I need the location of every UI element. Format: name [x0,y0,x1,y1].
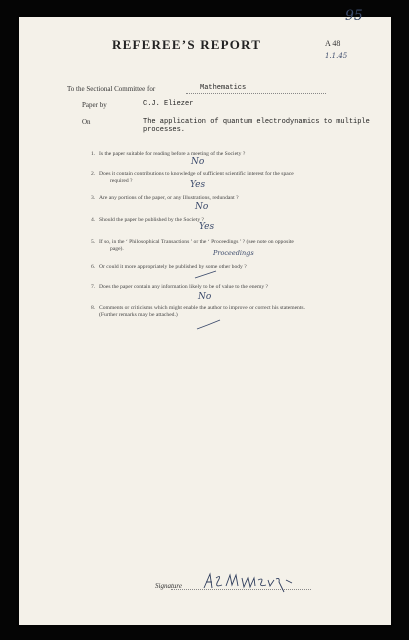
handwritten-date: 1.1.45 [325,52,348,60]
answer-2: Yes [190,180,206,190]
question-2-number: 2. [91,171,96,177]
question-3-text: Are any portions of the paper, or any Illustrations, redundant ? [99,195,239,201]
question-4-text: Should the paper be published by the Society ? [99,217,205,223]
answer-3: No [195,202,209,212]
question-1-number: 1. [91,151,96,157]
question-1-text: Is the paper suitable for reading before a meeting of the Society ? [99,151,246,157]
question-3-number: 3. [91,195,96,201]
answer-8-dash-stroke [196,319,222,331]
on-label: On [82,118,91,126]
form-number: A 48 [325,39,341,48]
answer-6-dash-stroke [194,270,218,280]
question-7-text: Does the paper contain any information likely to be of value to the enemy ? [99,284,269,290]
paper-title-line2: processes. [143,126,186,134]
question-8-text-cont: (Further remarks may be attached.) [99,312,178,318]
question-7-number: 7. [91,284,96,290]
committee-value: Mathematics [200,84,247,92]
answer-1: No [191,157,205,167]
question-4-number: 4. [91,217,96,223]
paper-by-value: C.J. Eliezer [143,100,194,108]
paper-by-label: Paper by [82,101,107,109]
paper-title-line1: The application of quantum electrodynamics to multiple [143,118,370,126]
question-8-number: 8. [91,305,96,311]
question-5-number: 5. [91,239,96,245]
page-title: REFEREE’S REPORT [112,37,262,52]
question-6-number: 6. [91,264,96,270]
question-2-text: Does it contain contributions to knowledge of sufficient scientific interest for the space [99,171,294,177]
question-5-text: If so, in the ‘ Philosophical Transactions ’ or the ‘ Proceedings ’ ? (see note on opposite [99,239,294,245]
answer-4: Yes [199,222,215,232]
page-number: 95 [345,8,363,24]
question-2-text-cont: required ? [110,178,133,184]
question-8-text: Comments or criticisms which might enable the author to improve or correct his statements. [99,305,305,311]
answer-7: No [198,292,212,302]
signature-label: Signature [155,582,182,590]
committee-dotted-line [186,93,326,94]
committee-label: To the Sectional Committee for [67,85,156,93]
answer-5: Proceedings [213,249,254,257]
question-6-text: Or could it more appropriately be published by some other body ? [99,264,247,270]
handwritten-signature [200,570,295,596]
question-5-text-cont: page). [110,246,124,252]
